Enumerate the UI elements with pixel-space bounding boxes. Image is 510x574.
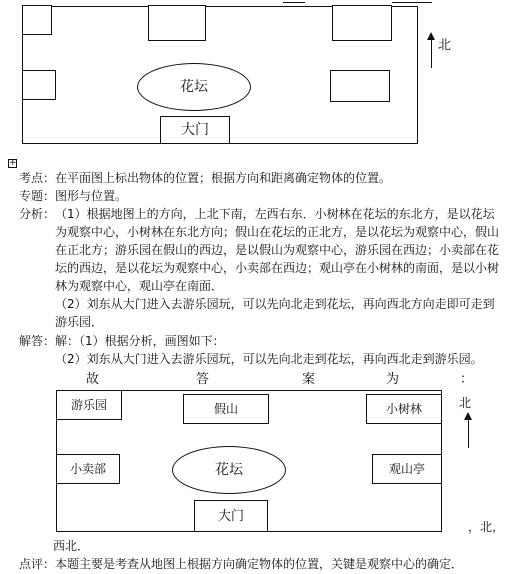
place-youleyuan (56, 390, 122, 420)
gate-label: 大门 (181, 122, 209, 138)
fenxi-line: 在正北方；游乐园在假山的西边，是以假山为观察中心，游乐园在西边；小卖部在花 (55, 243, 500, 257)
fenxi-line: 为观察中心，小树林在东北方向；假山在花坛的正北方，是以花坛为观察中心，假山 (55, 225, 500, 239)
place-label: 小卖部 (69, 462, 106, 476)
fenxi-line: （1）根据地图上的方向，上北下南，左西右东．小树林在花坛的东北方，是以花坛 (55, 207, 495, 221)
place-label: 假山 (213, 402, 238, 416)
place-label: 观山亭 (388, 462, 425, 476)
tail-left: 西北． (53, 539, 90, 553)
fenxi-line: 游乐园． (55, 315, 104, 329)
place-huatan (172, 446, 286, 494)
top-map-block (22, 5, 52, 35)
blank-underline (283, 2, 305, 3)
blank-underline (392, 2, 432, 3)
answer-north-label: 北 (459, 396, 472, 410)
place-jiashan (183, 394, 269, 424)
dianping-text: 本题主要是考查从地图上根据方向确定物体的位置，关键是观察中心的确定． (55, 557, 464, 571)
expand-icon[interactable]: + (9, 158, 17, 168)
fenxi-line: （2）刘东从大门进入去游乐园玩，可以先向北走到花坛，再向西北方向走即可走到 (55, 297, 495, 311)
dianping-label: 点评： (19, 557, 56, 571)
top-flowerbed (137, 63, 251, 111)
answer-char: 故 (86, 372, 100, 387)
answer-char: ： (460, 372, 474, 387)
jieda-label: 解答： (19, 334, 56, 348)
kaodian-label: 考点： (19, 171, 56, 185)
north-label: 北 (438, 38, 452, 53)
jieda-line: 解：（1）根据分析，画图如下： (55, 334, 225, 348)
top-map-block (332, 5, 392, 41)
top-gate (160, 116, 230, 144)
kaodian-text: 在平面图上标出物体的位置；根据方向和距离确定物体的位置。 (55, 171, 392, 185)
top-map-block (330, 70, 390, 102)
flowerbed-label: 花坛 (180, 79, 208, 95)
north-arrow-line (431, 38, 432, 68)
place-xiaomaibu (56, 454, 120, 484)
fenxi-label: 分析： (19, 207, 56, 221)
top-map-block (148, 5, 206, 41)
zhuanti-text: 图形与位置。 (55, 189, 128, 203)
tail-right: ，北， (468, 520, 505, 534)
place-damen (194, 500, 268, 532)
answer-char: 答 (196, 372, 210, 387)
top-map-block (22, 70, 56, 100)
zhuanti-label: 专题： (19, 189, 56, 203)
place-label: 小树林 (385, 402, 422, 416)
answer-char: 案 (302, 372, 316, 387)
answer-north-arrow-line (468, 418, 469, 448)
jieda-line: （2）刘东从大门进入去游乐园玩，可以先向北走到花坛，再向西北走到游乐园。 (55, 352, 483, 366)
answer-char: 为 (386, 372, 400, 387)
fenxi-line: 坛的西边，是以花坛为观察中心，小卖部在西边；观山亭在小树林的南面，是以小树 (55, 261, 500, 275)
place-xiaoshulin (366, 394, 442, 424)
place-label: 大门 (217, 508, 244, 524)
place-guanshanting (372, 454, 442, 484)
place-label: 游乐园 (70, 398, 107, 412)
place-label: 花坛 (215, 462, 243, 478)
fenxi-line: 林为观察中心，观山亭在南面． (55, 279, 224, 293)
